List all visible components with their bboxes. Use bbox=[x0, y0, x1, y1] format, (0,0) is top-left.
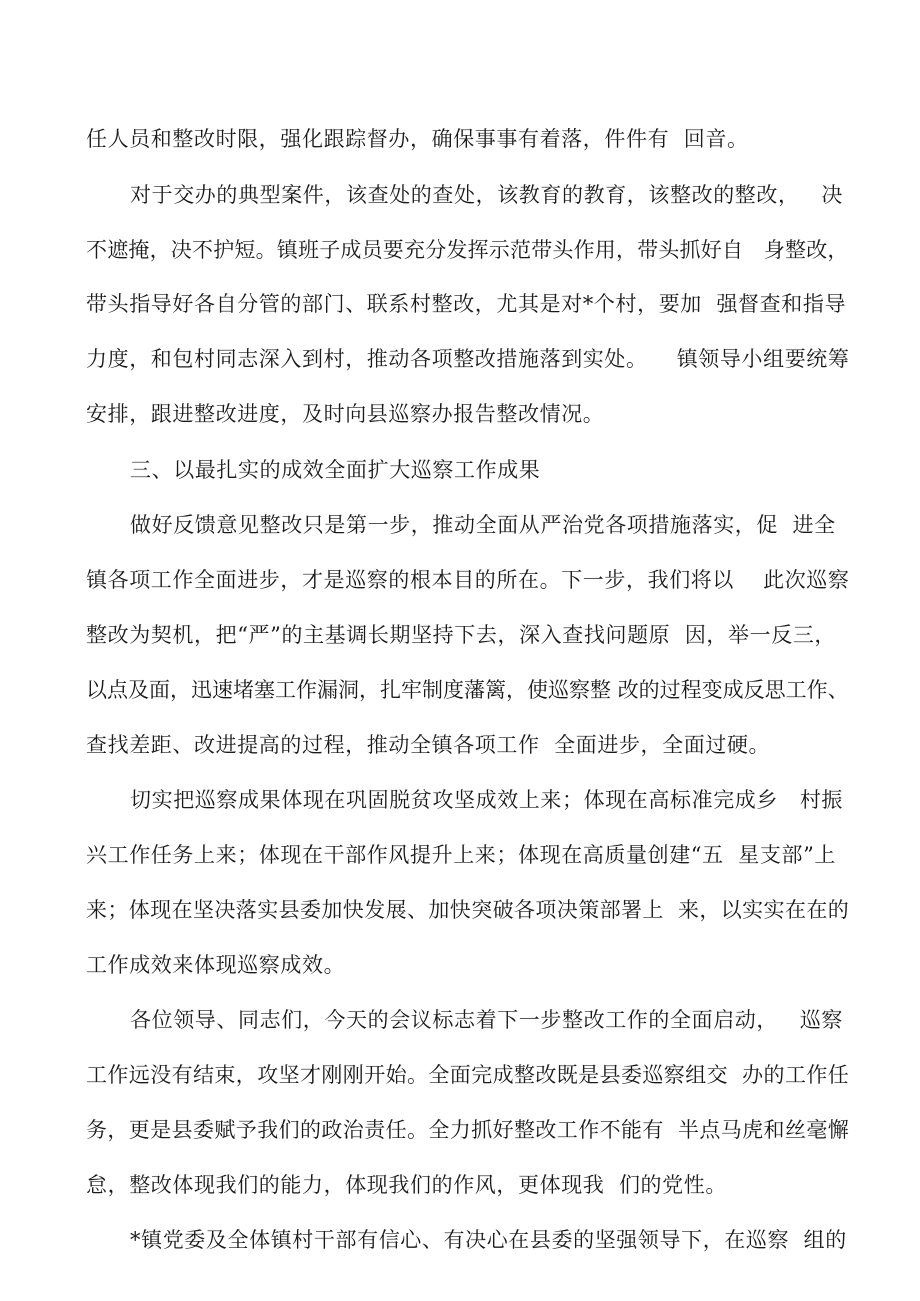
text-line-13: 切实把巡察成果体现在巩固脱贫攻坚成效上来；体现在高标准完成乡 村振 bbox=[130, 788, 844, 812]
text-line-21: *镇党委及全体镇村干部有信心、有决心在县委的坚强领导下，在巡察 组的 bbox=[130, 1228, 847, 1252]
text-line-4: 带头指导好各自分管的部门、联系村整改，尤其是对*个村，要加 强督查和指导 bbox=[86, 292, 847, 316]
text-line-15: 来；体现在坚决落实县委加快发展、加快突破各项决策部署上 来，以实实在在的 bbox=[86, 898, 850, 922]
text-line-12: 查找差距、改进提高的过程，推动全镇各项工作 全面进步，全面过硬。 bbox=[86, 733, 771, 757]
text-line-19: 务，更是县委赋予我们的政治责任。全力抓好整改工作不能有 半点马虎和丝毫懈 bbox=[86, 1118, 850, 1142]
text-line-2: 对于交办的典型案件，该查处的查处，该教育的教育，该整改的整改， 决 bbox=[130, 183, 844, 207]
text-line-17: 各位领导、同志们，今天的会议标志着下一步整改工作的全面启动， 巡察 bbox=[130, 1008, 844, 1032]
text-line-6: 安排，跟进整改进度，及时向县巡察办报告整改情况。 bbox=[86, 402, 605, 426]
text-line-16: 工作成效来体现巡察成效。 bbox=[86, 953, 346, 977]
text-line-20: 怠，整改体现我们的能力，体现我们的作风，更体现我 们的党性。 bbox=[86, 1173, 727, 1197]
text-line-3: 不遮掩，决不护短。镇班子成员要充分发挥示范带头作用，带头抓好自 身整改， bbox=[86, 238, 849, 262]
text-line-10: 整改为契机，把“严”的主基调长期坚持下去，深入查找问题原 因，举一反三， bbox=[86, 623, 837, 647]
text-line-5: 力度，和包村同志深入到村，推动各项整改措施落到实处。 镇领导小组要统筹 bbox=[86, 347, 850, 371]
text-line-18: 工作远没有结束，攻坚才刚刚开始。全面完成整改既是县委巡察组交 办的工作任 bbox=[86, 1063, 850, 1087]
text-line-9: 镇各项工作全面进步，才是巡察的根本目的所在。下一步，我们将以 此次巡察 bbox=[86, 568, 850, 592]
text-line-8: 做好反馈意见整改只是第一步，推动全面从严治党各项措施落实，促 进全 bbox=[130, 513, 836, 537]
text-line-1: 任人员和整改时限，强化跟踪督办，确保事事有着落，件件有 回音。 bbox=[86, 127, 749, 151]
text-line-14: 兴工作任务上来；体现在干部作风提升上来；体现在高质量创建“五 星支部”上 bbox=[86, 843, 837, 867]
section-heading: 三、以最扎实的成效全面扩大巡察工作成果 bbox=[130, 458, 541, 482]
text-line-11: 以点及面，迅速堵塞工作漏洞，扎牢制度藩篱，使巡察整 改的过程变成反思工作、 bbox=[86, 678, 849, 702]
